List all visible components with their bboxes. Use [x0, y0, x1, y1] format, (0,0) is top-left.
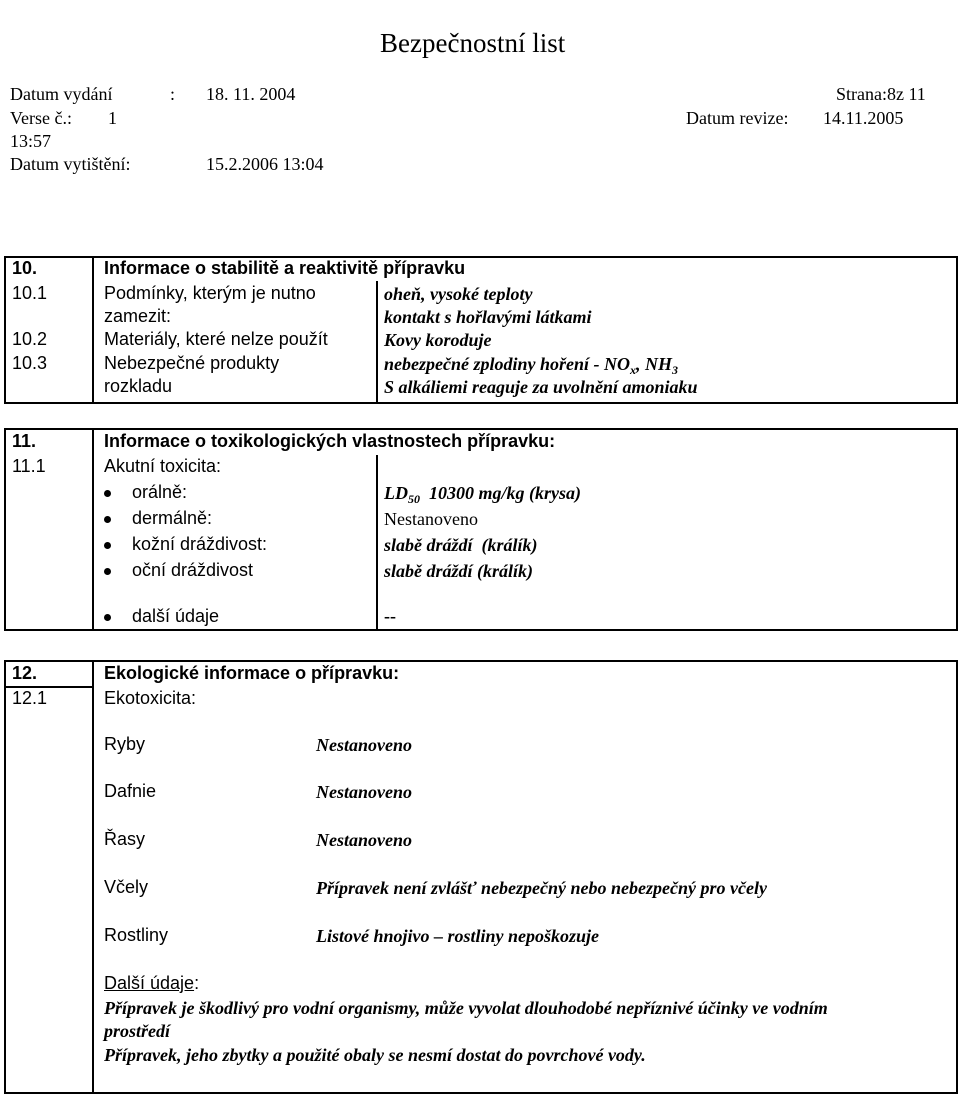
- toxicity-dermal-label: dermálně:: [132, 508, 213, 528]
- print-date: 15.2.2006 13:04: [206, 154, 324, 174]
- skin-irritation-value: slabě dráždí (králík): [384, 535, 538, 555]
- section-10-3-value-cont: S alkáliemi reaguje za uvolnění amoniaku: [384, 377, 698, 397]
- section-10-2-label: Materiály, které nelze použít: [104, 329, 328, 349]
- toxicity-dermal-value: Nestanoveno: [384, 509, 478, 529]
- section-10-1-number: 10.1: [12, 283, 48, 303]
- issue-date-label: Datum vydání: [10, 84, 113, 104]
- section-10-1-value: oheň, vysoké teploty: [384, 284, 533, 304]
- section-11-1-number: 11.1: [12, 456, 46, 476]
- revision-label: Datum revize:: [686, 108, 789, 128]
- section-10-3-label-cont: rozkladu: [104, 376, 173, 396]
- eco-fish-label: Ryby: [104, 734, 146, 754]
- bullet-icon: [104, 568, 111, 575]
- eco-fish-value: Nestanoveno: [316, 735, 412, 755]
- toxicity-oral-value: $LD_{50}$ 10300 mg/kg (krysa): [384, 483, 581, 506]
- section-11-value-divider: [376, 455, 378, 631]
- section-10-1-value-cont: kontakt s hořlavými látkami: [384, 307, 592, 327]
- bullet-icon: [104, 516, 111, 523]
- bullet-icon: [104, 490, 111, 497]
- eco-algae-value: Nestanoveno: [316, 830, 412, 850]
- revision-date: 14.11.2005: [823, 108, 904, 128]
- section-10-1-label: Podmínky, kterým je nutno: [104, 283, 316, 303]
- section-10-value-divider: [376, 281, 378, 404]
- eco-further-line-3: Přípravek, jeho zbytky a použité obaly se nesmí dostat do povrchové vody.: [104, 1045, 646, 1065]
- issue-date: 18. 11. 2004: [206, 84, 296, 104]
- bullet-icon: [104, 614, 111, 621]
- section-11-1-label: Akutní toxicita:: [104, 456, 222, 476]
- eco-plants-value: Listové hnojivo – rostliny nepoškozuje: [316, 926, 600, 946]
- eco-bees-label: Včely: [104, 877, 149, 897]
- eye-irritation-label: oční dráždivost: [132, 560, 254, 580]
- eye-irritation-value: slabě dráždí (králík): [384, 561, 534, 581]
- issue-date-separator: :: [170, 84, 176, 104]
- section-11-divider: [92, 428, 94, 631]
- section-10-1-label-cont: zamezit:: [104, 306, 172, 326]
- section-10-divider: [92, 256, 94, 404]
- revision-time: 13:57: [10, 131, 52, 151]
- section-10-3-label: Nebezpečné produkty: [104, 353, 280, 373]
- eco-bees-value: Přípravek není zvlášť nebezpečný nebo nebezpečný pro včely: [316, 878, 767, 898]
- section-12-1-label: Ekotoxicita:: [104, 688, 197, 708]
- eco-further-line-1: Přípravek je škodlivý pro vodní organismy, může vyvolat dlouhodobé nepříznivé účinky ve vodním: [104, 998, 828, 1018]
- bullet-icon: [104, 542, 111, 549]
- section-10-2-number: 10.2: [12, 329, 48, 349]
- eco-further-line-2: prostředí: [104, 1021, 171, 1041]
- eco-further-label: Další údaje:: [104, 973, 200, 993]
- further-data-label: další údaje: [132, 606, 220, 626]
- page-number: Strana:8z 11: [836, 84, 926, 104]
- section-10-2-value: Kovy koroduje: [384, 330, 492, 350]
- toxicity-oral-label: orálně:: [132, 482, 188, 502]
- section-12-number: 12.: [12, 663, 38, 683]
- version-label: Verse č.:: [10, 108, 72, 128]
- skin-irritation-label: kožní dráždivost:: [132, 534, 268, 554]
- section-11-title: Informace o toxikologických vlastnostech přípravku:: [104, 431, 556, 451]
- eco-daphnia-value: Nestanoveno: [316, 782, 412, 802]
- eco-algae-label: Řasy: [104, 829, 146, 849]
- print-date-label: Datum vytištění:: [10, 154, 131, 174]
- eco-plants-label: Rostliny: [104, 925, 169, 945]
- section-10-3-value: nebezpečné zplodiny hoření - $NO_x$, $NH_3$: [384, 354, 678, 377]
- section-10-3-number: 10.3: [12, 353, 48, 373]
- section-12-title: Ekologické informace o přípravku:: [104, 663, 400, 683]
- version-value: 1: [108, 108, 117, 128]
- section-11-number: 11.: [12, 431, 37, 451]
- further-data-value: --: [384, 606, 396, 626]
- document-title: Bezpečnostní list: [380, 28, 566, 58]
- section-12-divider: [92, 660, 94, 1094]
- section-10-title: Informace o stabilitě a reaktivitě přípravku: [104, 258, 466, 278]
- section-10-number: 10.: [12, 258, 38, 278]
- section-12-1-number: 12.1: [12, 688, 48, 708]
- eco-daphnia-label: Dafnie: [104, 781, 157, 801]
